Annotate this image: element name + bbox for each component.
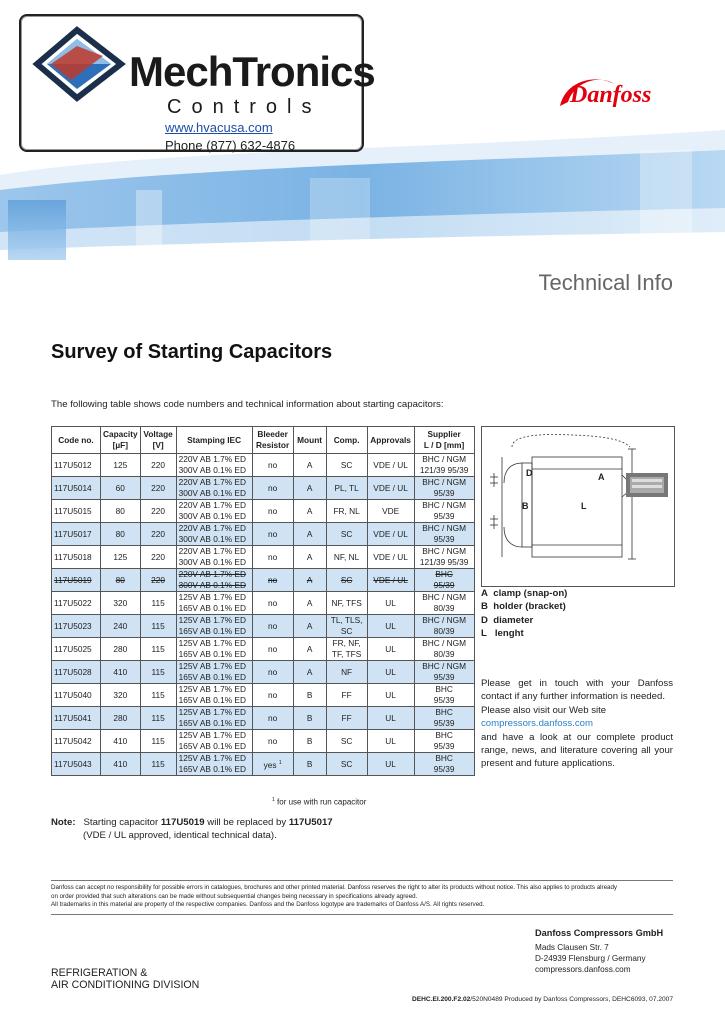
cell-supplier: BHC / NGM 80/39 <box>414 592 474 615</box>
cell-voltage: 115 <box>140 661 176 684</box>
mechtronics-diamond-icon <box>31 26 127 102</box>
cell-voltage: 220 <box>140 500 176 523</box>
brand-name: MechTronics <box>129 48 375 95</box>
cell-comp: NF, NL <box>326 546 367 569</box>
cell-voltage: 115 <box>140 638 176 661</box>
cell-supplier: BHC 95/39 <box>414 707 474 730</box>
cell-bleeder: no <box>252 500 293 523</box>
cell-stamping: 220V AB 1.7% ED 300V AB 0.1% ED <box>176 454 252 477</box>
cell-mount: A <box>293 615 326 638</box>
capacitor-drawing-graphic <box>482 427 674 586</box>
legend-item: A clamp (snap-on) <box>481 588 568 599</box>
cell-stamping: 125V AB 1.7% ED 165V AB 0.1% ED <box>176 592 252 615</box>
disclaimer-line: Danfoss can accept no responsibility for possible errors in catalogues, brochures and other printed material. Danfoss reserves the right to alter its products without notice. This also applies to products already <box>51 884 617 891</box>
brand-website-link[interactable]: www.hvacusa.com <box>165 120 273 135</box>
cell-mount: A <box>293 523 326 546</box>
cell-stamping: 125V AB 1.7% ED 165V AB 0.1% ED <box>176 615 252 638</box>
cell-bleeder: no <box>252 684 293 707</box>
cell-approvals: UL <box>367 638 414 661</box>
cell-supplier: BHC / NGM 95/39 <box>414 523 474 546</box>
header-bleeder: Bleeder Resistor <box>252 427 293 454</box>
company-name: Danfoss Compressors GmbH <box>535 928 664 938</box>
website-link[interactable]: compressors.danfoss.com <box>481 718 593 730</box>
cell-stamping: 125V AB 1.7% ED 165V AB 0.1% ED <box>176 684 252 707</box>
cell-mount: B <box>293 707 326 730</box>
cell-code: 117U5017 <box>52 523 101 546</box>
cell-mount: A <box>293 454 326 477</box>
cell-voltage: 220 <box>140 477 176 500</box>
cell-voltage: 220 <box>140 454 176 477</box>
cell-capacity: 80 <box>101 500 141 523</box>
page-title: Survey of Starting Capacitors <box>51 341 333 363</box>
cell-capacity: 280 <box>101 638 141 661</box>
cell-approvals: UL <box>367 615 414 638</box>
cell-capacity: 320 <box>101 684 141 707</box>
cell-stamping: 220V AB 1.7% ED 300V AB 0.1% ED <box>176 546 252 569</box>
company-street: Mads Clausen Str. 7 <box>535 943 609 952</box>
table-row <box>52 638 475 661</box>
cell-mount: A <box>293 661 326 684</box>
legend-item: L lenght <box>481 627 524 639</box>
cell-code: 117U5028 <box>52 661 101 684</box>
cell-stamping: 125V AB 1.7% ED 165V AB 0.1% ED <box>176 638 252 661</box>
company-website[interactable]: compressors.danfoss.com <box>535 965 631 974</box>
cell-approvals: UL <box>367 730 414 753</box>
cell-approvals: VDE <box>367 500 414 523</box>
document-production-info: /520N0489 Produced by Danfoss Compressors, DEHC6093, 07.2007 <box>470 996 673 1003</box>
cell-stamping: 220V AB 1.7% ED 300V AB 0.1% ED <box>176 523 252 546</box>
cell-capacity: 410 <box>101 753 141 776</box>
cell-voltage: 115 <box>140 707 176 730</box>
cell-capacity: 240 <box>101 615 141 638</box>
cell-bleeder: no <box>252 730 293 753</box>
cell-stamping: 125V AB 1.7% ED 165V AB 0.1% ED <box>176 753 252 776</box>
cell-mount: B <box>293 753 326 776</box>
division-line: REFRIGERATION & <box>51 967 148 979</box>
company-city: D-24939 Flensburg / Germany <box>535 954 646 963</box>
danfoss-logo <box>556 72 674 112</box>
cell-capacity: 80 <box>101 569 141 592</box>
cell-capacity: 60 <box>101 477 141 500</box>
cell-code: 117U5023 <box>52 615 101 638</box>
footer-divider <box>51 880 673 881</box>
cell-approvals: UL <box>367 707 414 730</box>
cell-code: 117U5012 <box>52 454 101 477</box>
cell-supplier: BHC / NGM 80/39 <box>414 615 474 638</box>
brand-subtitle: Controls <box>167 96 322 118</box>
cell-bleeder: no <box>252 569 293 592</box>
table-row <box>52 753 475 776</box>
cell-bleeder: no <box>252 707 293 730</box>
contact-info <box>481 677 673 771</box>
cell-code: 117U5014 <box>52 477 101 500</box>
table-row <box>52 477 475 500</box>
table-row <box>52 500 475 523</box>
drawing-legend <box>481 587 567 640</box>
cell-code: 117U5041 <box>52 707 101 730</box>
cell-voltage: 220 <box>140 523 176 546</box>
document-code: DEHC.EI.200.F2.02 <box>412 996 471 1003</box>
table-row-discontinued <box>52 569 475 592</box>
cell-capacity: 320 <box>101 592 141 615</box>
table-row <box>52 707 475 730</box>
cell-code: 117U5015 <box>52 500 101 523</box>
cell-bleeder: no <box>252 638 293 661</box>
brand-phone: Phone (877) 632-4876 <box>165 138 296 153</box>
cell-bleeder: no <box>252 615 293 638</box>
note-text: will be replaced by <box>207 817 287 828</box>
company-address <box>535 928 663 975</box>
table-row <box>52 661 475 684</box>
table-row <box>52 684 475 707</box>
capacitor-drawing <box>481 426 675 587</box>
legend-item: D diameter <box>481 614 534 626</box>
cell-comp: NF, TFS <box>326 592 367 615</box>
cell-capacity: 280 <box>101 707 141 730</box>
cell-bleeder: no <box>252 661 293 684</box>
cell-approvals: VDE / UL <box>367 477 414 500</box>
cell-code: 117U5025 <box>52 638 101 661</box>
cell-code: 117U5040 <box>52 684 101 707</box>
contact-paragraph: Please also visit our Web site <box>481 704 607 716</box>
svg-text:Danfoss: Danfoss <box>570 82 652 108</box>
header-approvals: Approvals <box>367 427 414 454</box>
cell-comp: SC <box>326 523 367 546</box>
cell-supplier: BHC / NGM 121/39 95/39 <box>414 454 474 477</box>
cell-stamping: 220V AB 1.7% ED 300V AB 0.1% ED <box>176 477 252 500</box>
cell-stamping: 125V AB 1.7% ED 165V AB 0.1% ED <box>176 661 252 684</box>
note-new-code: 117U5017 <box>288 817 333 828</box>
table-row <box>52 592 475 615</box>
cell-code: 117U5043 <box>52 753 101 776</box>
cell-approvals: VDE / UL <box>367 546 414 569</box>
cell-capacity: 410 <box>101 661 141 684</box>
cell-approvals: UL <box>367 684 414 707</box>
header-stamping: Stamping IEC <box>176 427 252 454</box>
table-row <box>52 546 475 569</box>
header-mount: Mount <box>293 427 326 454</box>
contact-paragraph: Please get in touch with your Danfoss contact if any further information is needed. <box>481 678 673 703</box>
diagram-label-a: A <box>598 472 605 482</box>
header-capacity: Capacity [µF] <box>101 427 141 454</box>
cell-approvals: UL <box>367 592 414 615</box>
header-code: Code no. <box>52 427 101 454</box>
cell-mount: A <box>293 592 326 615</box>
note-old-code: 117U5019 <box>160 817 205 828</box>
disclaimer <box>51 884 673 910</box>
note-text: (VDE / UL approved, identical technical data). <box>83 830 277 841</box>
cell-mount: B <box>293 684 326 707</box>
contact-paragraph: and have a look at our complete product range, news, and literature covering all your present and future applications. <box>481 731 673 770</box>
cell-comp: PL, TL <box>326 477 367 500</box>
cell-voltage: 220 <box>140 546 176 569</box>
cell-supplier: BHC 95/39 <box>414 753 474 776</box>
cell-supplier: BHC / NGM 95/39 <box>414 500 474 523</box>
cell-comp: FR, NL <box>326 500 367 523</box>
legend-item: B holder (bracket) <box>481 601 566 613</box>
diagram-label-l: L <box>581 501 587 511</box>
cell-approvals: UL <box>367 661 414 684</box>
disclaimer-line: on order provided that such alterations can be made without subsequential changes being necessary in specifications already agreed. <box>51 892 418 900</box>
cell-bleeder: no <box>252 546 293 569</box>
disclaimer-line: All trademarks in this material are property of the respective companies. Danfoss and the Danfoss logotype are trademarks of Danfoss A/S. All rights reserved. <box>51 901 485 909</box>
diagram-label-b: B <box>522 501 529 511</box>
cell-stamping: 220V AB 1.7% ED 300V AB 0.1% ED <box>176 569 252 592</box>
note-label: Note: <box>51 817 76 828</box>
capacitor-table <box>51 426 475 776</box>
table-footnote: $^1$ for use with run capacitor <box>272 797 367 807</box>
cell-comp: TL, TLS, SC <box>326 615 367 638</box>
cell-comp: NF <box>326 661 367 684</box>
section-label: Technical Info <box>538 270 673 295</box>
cell-stamping: 220V AB 1.7% ED 300V AB 0.1% ED <box>176 500 252 523</box>
division-label <box>51 967 199 991</box>
table-row <box>52 523 475 546</box>
cell-approvals: VDE / UL <box>367 569 414 592</box>
cell-mount: A <box>293 546 326 569</box>
cell-code: 117U5042 <box>52 730 101 753</box>
cell-bleeder: no <box>252 454 293 477</box>
cell-supplier: BHC / NGM 95/39 <box>414 661 474 684</box>
cell-mount: A <box>293 500 326 523</box>
cell-capacity: 410 <box>101 730 141 753</box>
cell-stamping: 125V AB 1.7% ED 165V AB 0.1% ED <box>176 730 252 753</box>
cell-supplier: BHC 95/39 <box>414 730 474 753</box>
cell-mount: A <box>293 638 326 661</box>
cell-comp: SC <box>326 753 367 776</box>
cell-mount: B <box>293 730 326 753</box>
replacement-note <box>51 816 333 842</box>
cell-approvals: UL <box>367 753 414 776</box>
cell-comp: SC <box>326 569 367 592</box>
cell-stamping: 125V AB 1.7% ED 165V AB 0.1% ED <box>176 707 252 730</box>
intro-text: The following table shows code numbers and technical information about starting capacitors: <box>51 399 444 410</box>
cell-voltage: 115 <box>140 730 176 753</box>
cell-capacity: 80 <box>101 523 141 546</box>
header-voltage: Voltage [V] <box>140 427 176 454</box>
cell-mount: A <box>293 569 326 592</box>
cell-approvals: VDE / UL <box>367 454 414 477</box>
cell-comp: FF <box>326 684 367 707</box>
note-text: Starting capacitor <box>83 817 159 828</box>
cell-supplier: BHC / NGM 95/39 <box>414 477 474 500</box>
cell-approvals: VDE / UL <box>367 523 414 546</box>
cell-supplier: BHC / NGM 121/39 95/39 <box>414 546 474 569</box>
cell-bleeder: no <box>252 477 293 500</box>
cell-bleeder: no <box>252 523 293 546</box>
cell-supplier: BHC / NGM 80/39 <box>414 638 474 661</box>
footer-divider <box>51 914 673 915</box>
cell-comp: SC <box>326 454 367 477</box>
table-row <box>52 454 475 477</box>
header-supplier: Supplier L / D [mm] <box>414 427 474 454</box>
cell-voltage: 115 <box>140 684 176 707</box>
division-line: AIR CONDITIONING DIVISION <box>51 979 200 991</box>
table-header-row <box>52 427 475 454</box>
mechtronics-logo-box <box>19 14 375 153</box>
cell-capacity: 125 <box>101 546 141 569</box>
cell-bleeder: no <box>252 592 293 615</box>
cell-voltage: 115 <box>140 592 176 615</box>
cell-bleeder: yes $^1$ <box>252 753 293 776</box>
cell-code: 117U5018 <box>52 546 101 569</box>
document-reference <box>412 996 673 1003</box>
cell-code: 117U5022 <box>52 592 101 615</box>
cell-capacity: 125 <box>101 454 141 477</box>
table-row <box>52 730 475 753</box>
diagram-label-d: D <box>526 468 533 478</box>
cell-voltage: 220 <box>140 569 176 592</box>
cell-supplier: BHC 95/39 <box>414 684 474 707</box>
cell-comp: FF <box>326 707 367 730</box>
cell-voltage: 115 <box>140 753 176 776</box>
cell-comp: FR, NF, TF, TFS <box>326 638 367 661</box>
cell-code: 117U5019 <box>52 569 101 592</box>
header-comp: Comp. <box>326 427 367 454</box>
cell-voltage: 115 <box>140 615 176 638</box>
cell-mount: A <box>293 477 326 500</box>
cell-comp: SC <box>326 730 367 753</box>
cell-supplier: BHC 95/39 <box>414 569 474 592</box>
table-row <box>52 615 475 638</box>
